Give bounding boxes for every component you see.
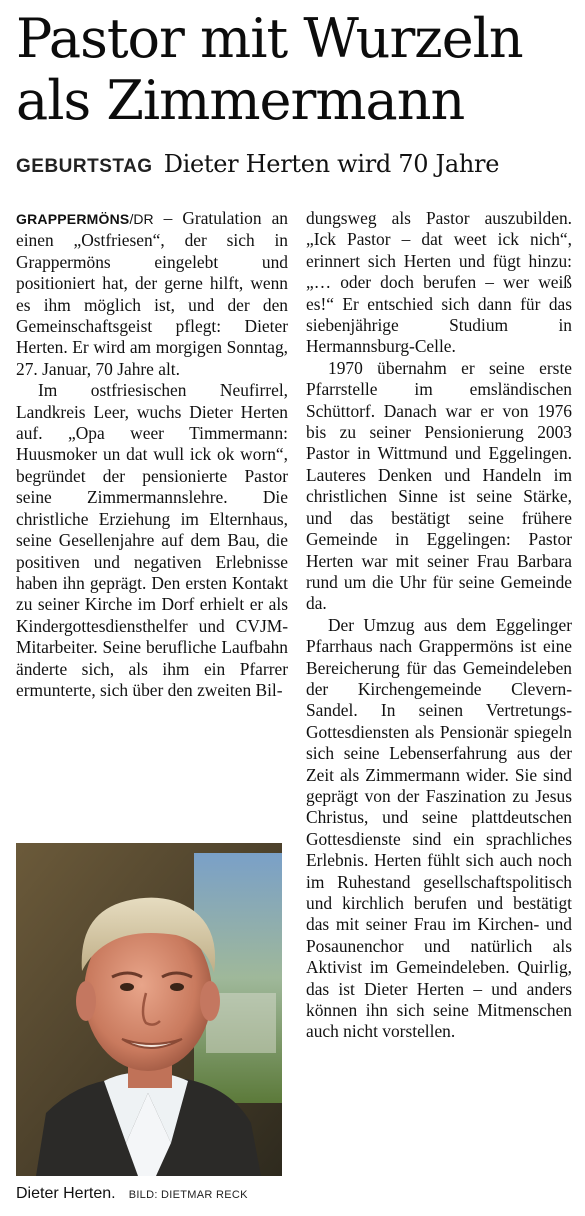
portrait-photo: [16, 843, 282, 1176]
paragraph: Der Umzug aus dem Eggelinger Pfarrhaus nach Grappermöns ist eine Bereicherung für das Gemeindeleben der Kirchengemeinde Clevern-Sandel. In seinen Vertretungs-Gottesdiensten als Pensionär spiegeln sich seine Lebenserfahrung aus der Zeit als Zimmermann wider. Sie sind geprägt von der Faszination zu Jesus Christus, und seine plattdeutschen Gottesdienste sind ein sprachliches Erlebnis. Herten fühlt sich auch noch im Ruhestand gesellschaftspolitisch und kirchlich berufen und bestätigt das mit seiner Frau im Kirchen- und Posaunenchor und natürlich als Aktivist im Gemeindeleben. Quirlig, das ist Dieter Herten – und anders können ihn sich seine Mitmenschen auch nicht vorstellen.: [306, 614, 572, 1042]
dek: Dieter Herten wird 70 Jahre: [163, 150, 500, 178]
paragraph: Im ostfriesischen Neufirrel, Landkreis Leer, wuchs Dieter Herten auf. „Opa weer Timmermann: Huusmoker un dat wull ick ok worn“, begründet der pensionierte Pastor seine Zimmermannslehre. Die christliche Erziehung im Elternhaus, seine Gesellenjahre auf dem Bau, die positiven und negativen Erlebnisse haben ihn geprägt. Den ersten Kontakt zu seiner Kirche im Dorf erhielt er als Kindergottesdiensthelfer und CVJM-Mitarbeiter. Seine berufliche Laufbahn änderte sich, als ihm ein Pfarrer ermunterte, sich über den zweiten Bil-: [16, 380, 288, 700]
article-column-right: [306, 208, 572, 1043]
headline-line-1: Pastor mit Wurzeln: [16, 7, 523, 70]
photo-credit: BILD: DIETMAR RECK: [128, 1189, 248, 1201]
dateline-suffix: /DR: [129, 211, 154, 227]
paragraph: dungsweg als Pastor auszubilden. „Ick Pastor – dat weet ick nich“, erinnert sich Herten und fügt hinzu: „… oder doch berufen – wer weiß es!“ Er entschied sich dann für das siebenjährige Studium in Hermannsburg-Celle.: [306, 208, 572, 357]
kicker: GEBURTSTAG: [16, 156, 153, 177]
photo-caption: [16, 1183, 284, 1203]
paragraph-text: – Gratulation an einen „Ostfriesen“, der sich in Grappermöns eingelebt und positioniert hat, der gerne hilft, wenn es ihm möglich ist, und der den Gemeinschaftsgeist pflegt: Dieter Herten. Er wird am morgigen Sonntag, 27. Januar, 70 Jahre alt.: [16, 208, 288, 379]
article-column-left: [16, 208, 288, 701]
paragraph: 1970 übernahm er seine erste Pfarrstelle im emsländischen Schüttorf. Danach war er von 1976 bis zu seiner Pensionierung 2003 Pastor in Wittmund und Eggelingen. Lauteres Denken und Handeln im christlichen Sinne ist seine Stärke, und das bestätigt seine frühere Gemeinde in Eggelingen: Pastor Herten war mit seiner Frau Barbara rund um die Uhr für seine Gemeinde da.: [306, 357, 572, 614]
headline: [16, 8, 576, 132]
paragraph-lead: [16, 208, 288, 380]
headline-line-2: als Zimmermann: [16, 69, 465, 132]
caption-text: Dieter Herten.: [16, 1185, 116, 1202]
portrait-image: [16, 843, 282, 1176]
subheadline: [16, 150, 576, 178]
dateline: GRAPPERMÖNS: [16, 211, 130, 227]
